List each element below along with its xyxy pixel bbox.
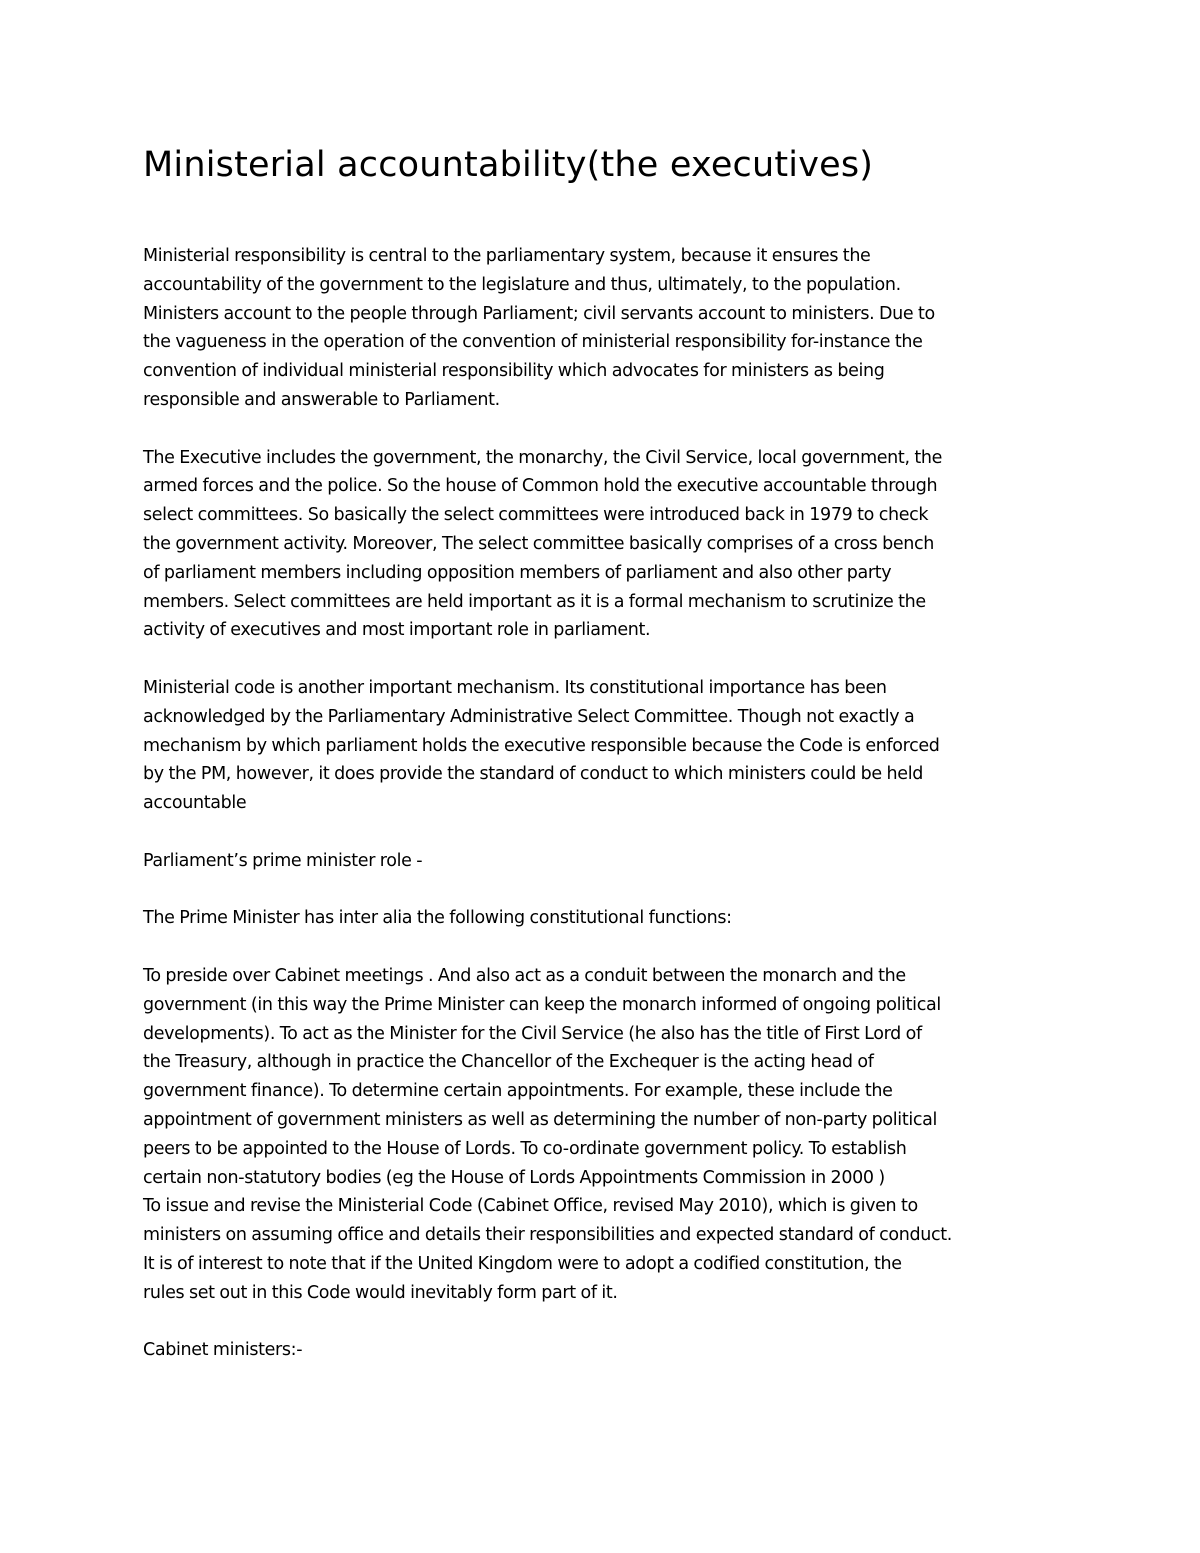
document-title: Ministerial accountability(the executives) <box>143 145 874 185</box>
text-line: rules set out in this Code would inevitably form part of it. <box>143 1282 618 1303</box>
text-line: Ministerial code is another important mechanism. Its constitutional importance has been <box>143 677 887 698</box>
document-body <box>143 242 1103 1394</box>
text-line: certain non-statutory bodies (eg the House of Lords Appointments Commission in 2000 ) <box>143 1167 885 1188</box>
text-line: acknowledged by the Parliamentary Administrative Select Committee. Though not exactly a <box>143 706 915 727</box>
text-line: ministers on assuming office and details their responsibilities and expected standard of conduct. <box>143 1225 952 1246</box>
section-heading-cabinet-ministers <box>143 1336 1103 1365</box>
text-line: convention of individual ministerial responsibility which advocates for ministers as being <box>143 361 885 382</box>
text-line: developments). To act as the Minister for the Civil Service (he also has the title of First Lord of <box>143 1023 922 1044</box>
text-line: accountable <box>143 793 247 814</box>
text-line: of parliament members including opposition members of parliament and also other party <box>143 562 892 583</box>
text-line: mechanism by which parliament holds the executive responsible because the Code is enforced <box>143 735 940 756</box>
text-line: To preside over Cabinet meetings . And also act as a conduit between the monarch and the <box>143 965 906 986</box>
text-line: by the PM, however, it does provide the standard of conduct to which ministers could be held <box>143 764 923 785</box>
text-line: activity of executives and most important role in parliament. <box>143 620 651 641</box>
text-line: Parliament’s prime minister role - <box>143 850 423 871</box>
text-line: the government activity. Moreover, The select committee basically comprises of a cross bench <box>143 533 935 554</box>
paragraph-pm-functions <box>143 962 1103 1308</box>
text-line: responsible and answerable to Parliament. <box>143 389 500 410</box>
text-line: Ministers account to the people through Parliament; civil servants account to ministers. Due to <box>143 303 935 324</box>
text-line: the vagueness in the operation of the convention of ministerial responsibility for-instance the <box>143 332 923 353</box>
text-line: To issue and revise the Ministerial Code (Cabinet Office, revised May 2010), which is given to <box>143 1196 918 1217</box>
paragraph-ministerial-responsibility <box>143 242 1103 415</box>
text-line: It is of interest to note that if the United Kingdom were to adopt a codified constitution, the <box>143 1253 902 1274</box>
text-line: Cabinet ministers:- <box>143 1340 303 1361</box>
text-line: Ministerial responsibility is central to the parliamentary system, because it ensures the <box>143 246 871 266</box>
text-line: members. Select committees are held important as it is a formal mechanism to scrutinize the <box>143 591 926 612</box>
text-line: peers to be appointed to the House of Lords. To co-ordinate government policy. To establish <box>143 1138 907 1159</box>
text-line: armed forces and the police. So the house of Common hold the executive accountable through <box>143 476 938 497</box>
text-line: The Prime Minister has inter alia the following constitutional functions: <box>143 908 732 929</box>
text-line: the Treasury, although in practice the Chancellor of the Exchequer is the acting head of <box>143 1052 874 1073</box>
text-line: appointment of government ministers as well as determining the number of non-party political <box>143 1109 937 1130</box>
paragraph-executive <box>143 444 1103 646</box>
text-line: government (in this way the Prime Minister can keep the monarch informed of ongoing political <box>143 994 941 1015</box>
text-line: The Executive includes the government, the monarchy, the Civil Service, local government, the <box>143 447 943 468</box>
text-line: government finance). To determine certain appointments. For example, these include the <box>143 1081 893 1102</box>
paragraph-ministerial-code <box>143 674 1103 818</box>
section-heading-prime-minister-role <box>143 847 1103 876</box>
paragraph-pm-functions-intro <box>143 904 1103 933</box>
text-line: accountability of the government to the legislature and thus, ultimately, to the population. <box>143 274 901 295</box>
text-line: select committees. So basically the select committees were introduced back in 1979 to check <box>143 505 929 526</box>
